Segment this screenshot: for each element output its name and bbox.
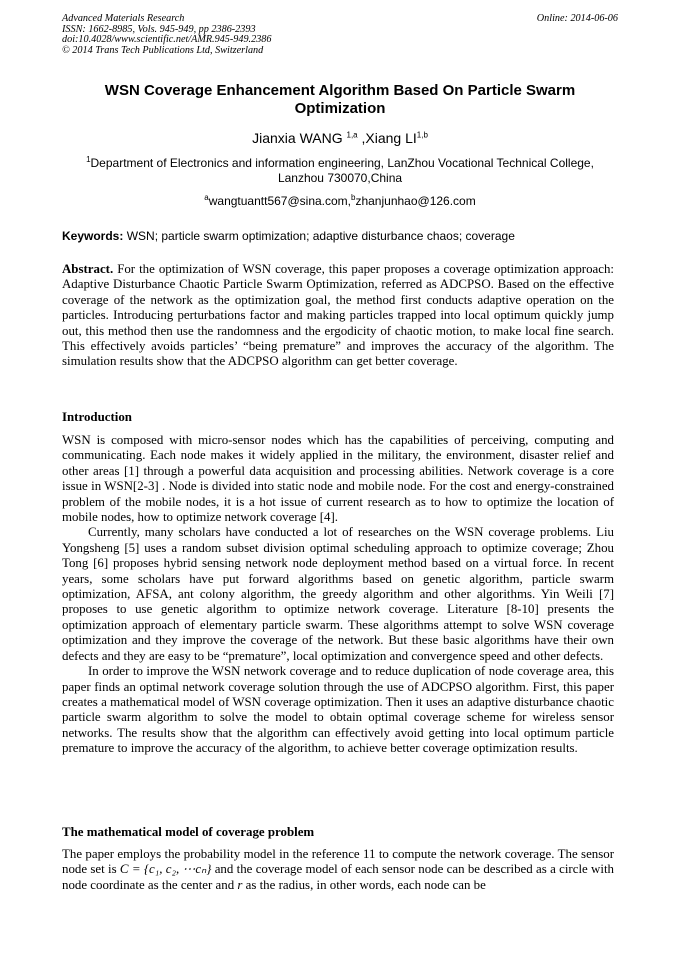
issn-line: ISSN: 1662-8985, Vols. 945-949, pp 2386-2393 [62,23,256,35]
abstract [62,262,614,370]
radius-variable: r [237,877,243,892]
introduction-body [62,433,614,757]
copyright-line: © 2014 Trans Tech Publications Ltd, Switzerland [62,44,264,56]
intro-paragraph-2: Currently, many scholars have conducted a lot of researches on the WSN coverage problems. Liu Yongsheng [5] uses a random subset division optimal scheduling approach to optimize coverage; Zhou Tong [6] proposes hybrid sensing network node deployment method based on a virtual force. In recent years, some scholars have put forward algorithms based on genetic algorithm, particle swarm optimization, AFSA, ant colony algorithm, the greedy algorithm and other algorithms. Yin Weili [7] proposes to use genetic algorithm to optimize network coverage. Literature [8-10] presents the optimization approach of elementary particle swarm. These algorithms attempt to solve WSN coverage optimization and they improve the coverage of the network. But these basic algorithms have their own defects and they are easy to be “premature”, local optimization and convergence speed and other defects. [62,525,614,663]
affiliation-line-2: Lanzhou 730070,China [277,171,403,185]
math-text-1: The paper employs the probability model in the reference 11 to compute the network coverage. The sensor node set is [62,847,614,877]
email-b-superscript: b [351,193,356,202]
author-1-superscript: 1,a [346,130,358,140]
online-date: Online: 2014-06-06 [536,13,618,24]
math-text-2: and the coverage model of each sensor node can be described as a circle with node coordinate as the center and [62,862,614,892]
node-set-formula: C = {c₁, c₂, ⋯cₙ} [119,862,212,877]
journal-header [62,14,618,56]
journal-name: Advanced Materials Research [62,13,185,24]
author-emails [62,194,618,208]
title-line-1: WSN Coverage Enhancement Algorithm Based On Particle Swarm [104,82,576,99]
math-paragraph [62,847,614,893]
abstract-label: Abstract. [62,262,114,276]
affiliation-line-1: Department of Electronics and information engineering, LanZhou Vocational Technical College, [90,156,594,170]
email-b[interactable]: zhanjunhao@126.com [355,194,476,208]
paper-title [62,82,618,118]
author-1-name: Jianxia WANG [252,130,343,146]
email-a-superscript: a [204,193,209,202]
math-model-heading: The mathematical model of coverage problem [62,825,315,839]
affiliation-line-1-wrap [62,156,618,171]
introduction-heading: Introduction [62,410,132,424]
abstract-text: For the optimization of WSN coverage, this paper proposes a coverage optimization approach: Adaptive Disturbance Chaotic Particle Swarm Optimization, referred as ADCPSO. Based on the effective coverage of the network as the optimization goal, the method first conducts adaptive operation on the particles. Introducing perturbations factor and making particles trapped into local optimum quickly jump out, this method then use the randomness and the ergodicity of chaotic motion, to make local fine search. This effectively avoids particles’ “being premature” and improves the accuracy of the algorithm. The simulation results show that the ADCPSO algorithm can get better coverage. [62,262,614,369]
email-a[interactable]: wangtuantt567@sina.com, [208,194,351,208]
doi-line: doi:10.4028/www.scientific.net/AMR.945-949.2386 [62,34,272,46]
author-separator: , [357,130,366,146]
affiliation [62,156,618,186]
title-line-2: Optimization [294,100,386,117]
keywords [62,229,618,244]
math-model-body [62,847,614,893]
abstract-paragraph [62,262,614,370]
keywords-text: WSN; particle swarm optimization; adaptive disturbance chaos; coverage [123,229,515,243]
affiliation-superscript: 1 [86,155,91,164]
author-line [62,130,618,146]
intro-paragraph-1: WSN is composed with micro-sensor nodes which has the capabilities of perceiving, computing and communicating. Each node makes it widely applied in the military, the environment, disaster relief and other areas [1] through a powerful data acquisition and processing abilities. Network coverage is a core issue in WSN[2-3] . Node is divided into static node and mobile node. For the cost and energy-constrained problem of the mobile nodes, it is a hot issue of current research as to how to optimize the location of mobile nodes, how to optimize network coverage [4]. [62,433,614,525]
author-2-name: Xiang LI [365,130,417,146]
keywords-label: Keywords: [62,229,124,243]
author-2-superscript: 1,b [416,130,428,140]
intro-paragraph-3: In order to improve the WSN network coverage and to reduce duplication of node coverage area, this paper finds an optimal network coverage solution through the use of ADCPSO algorithm. First, this paper creates a mathematical model of WSN coverage optimization. Then it uses an adaptive disturbance chaotic particle swarm algorithm to solve the model to obtain optimal coverage scheme for wireless sensor networks. The results show that the algorithm can effectively avoid getting into local optimum particle premature to improve the accuracy of the algorithm, to achieve better coverage optimization results. [62,664,614,756]
math-text-3: as the radius, in other words, each node can be [242,877,486,892]
